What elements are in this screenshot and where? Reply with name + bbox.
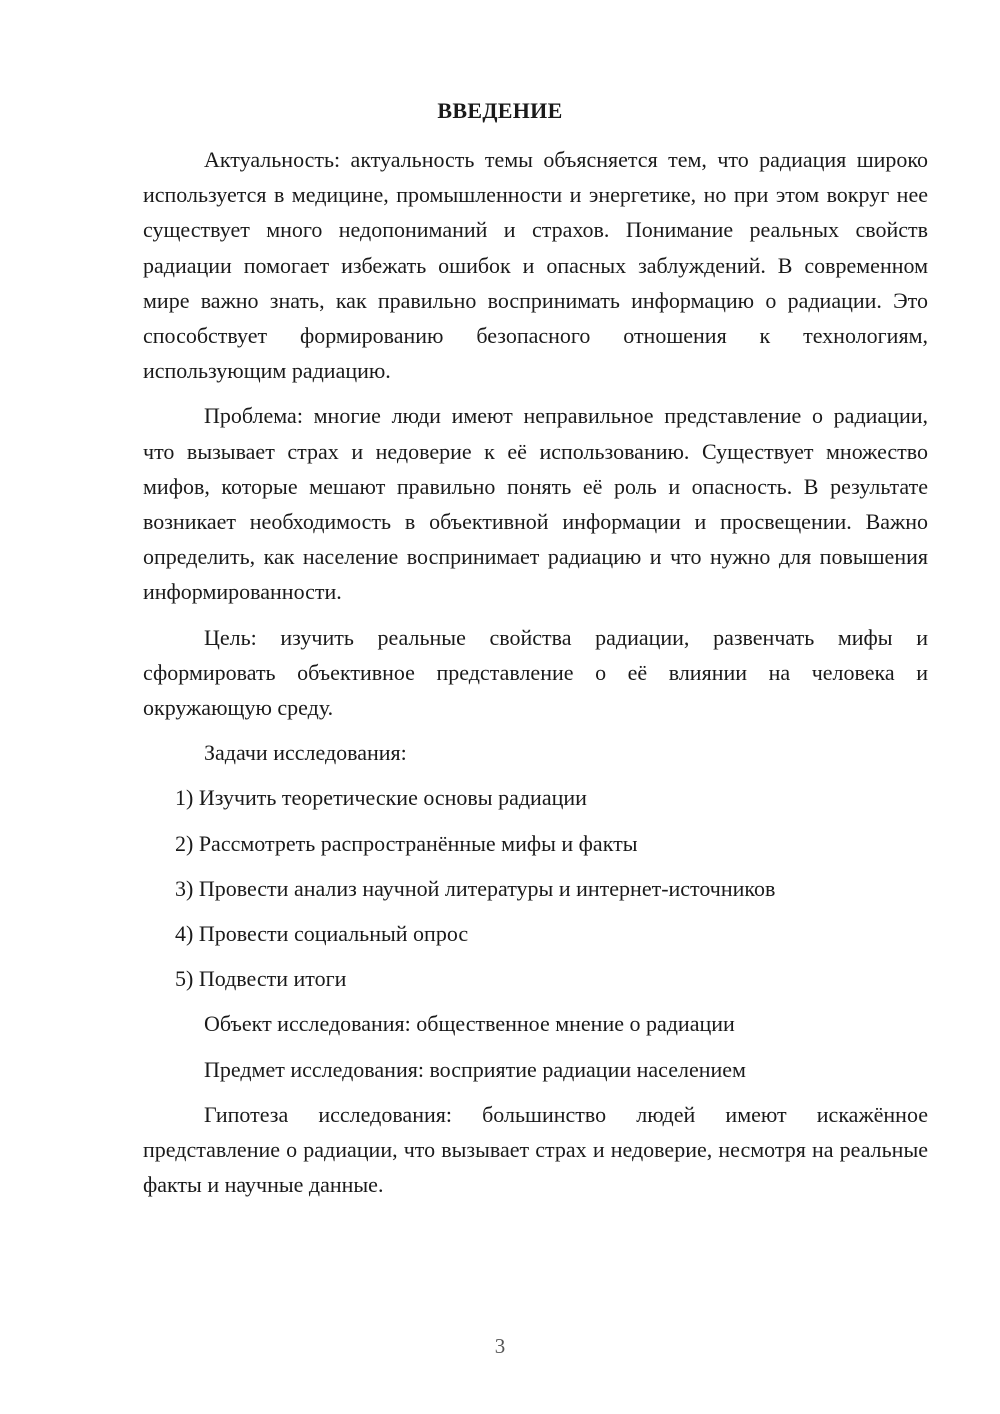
list-item: 1) Изучить теоретические основы радиации xyxy=(175,785,587,811)
relevance-paragraph: Актуальность: актуальность темы объясняется тем, что радиация широко используется в медицине, промышленности и энергетике, но при этом вокруг нее существует много недопониманий и страхов. Понимание реальных свойств радиации помогает избежать ошибок и опасных заблуждений. В современном мире важно знать, как правильно воспринимать информацию о радиации. Это способствует формированию безопасного отношения к технологиям, использующим радиацию. xyxy=(143,147,928,384)
list-item: 3) Провести анализ научной литературы и интернет-источников xyxy=(175,875,776,901)
page-number: 3 xyxy=(494,1334,506,1358)
problem-paragraph: Проблема: многие люди имеют неправильное представление о радиации, что вызывает страх и недоверие к её использованию. Существует множество мифов, которые мешают правильно понять её роль и опасность. В результате возникает необходимость в объективной информации и просвещении. Важно определить, как население воспринимает радиацию и что нужно для повышения информированности. xyxy=(143,403,928,605)
list-item: 4) Провести социальный опрос xyxy=(175,921,469,947)
section-heading: ВВЕДЕНИЕ xyxy=(437,98,563,123)
object-paragraph: Объект исследования: общественное мнение о радиации xyxy=(204,1011,735,1037)
list-item: 5) Подвести итоги xyxy=(175,966,347,992)
hypothesis-paragraph: Гипотеза исследования: большинство людей имеют искажённое представление о радиации, что вызывает страх и недоверие, несмотря на реальные факты и научные данные. xyxy=(143,1101,928,1198)
tasks-list xyxy=(143,780,928,996)
body-text xyxy=(143,142,928,1212)
goal-paragraph: Цель: изучить реальные свойства радиации, развенчать мифы и сформировать объективное представление о её влиянии на человека и окружающую среду. xyxy=(143,624,928,721)
subject-paragraph: Предмет исследования: восприятие радиации населением xyxy=(204,1056,746,1082)
list-item: 2) Рассмотреть распространённые мифы и факты xyxy=(175,830,638,856)
tasks-title: Задачи исследования: xyxy=(204,740,407,766)
